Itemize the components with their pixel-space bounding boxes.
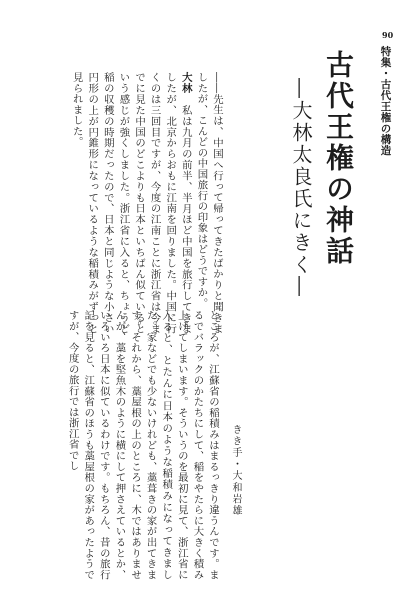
article-subtitle: ―大林太良氏にきく―: [289, 78, 313, 298]
speaker-name: 大林: [179, 72, 192, 94]
body-column-top: [50, 72, 224, 334]
page-number: 90: [382, 30, 394, 40]
interviewer-credit: きき手・大和岩雄: [230, 424, 241, 517]
series-label: 特集・古代王権の構造: [379, 46, 392, 156]
article-title: 古代王権の神話: [322, 50, 355, 267]
speaker-answer: [68, 72, 193, 334]
body-column-bottom: [50, 310, 220, 580]
answer-text: 私は九月の前半、半月ほど中国を旅行してきましたが、北京からおもに江南を回りました。中国に行くのは三回目ですが、今度の江南ことに浙江省は今までに見た中国のどこよりも日本といちばん似ているという感じが強くしました。浙江省に入ると、ちょうど稲の収穫の時期だったので、日本と同じような小さい円形の上が円錐形になっているような稲積みがずっと見られました。: [70, 72, 192, 335]
answer-continued-text: ところが、江蘇省の稲積みはまるっきり違うんです。まるでバラックのかたちにして、稲をやたらに大きく積み上げてしまいます。そういうのを最初に見て、浙江省に入ると、とたんに日本のような稲積みになってきました。家などでも少ないけれども、藁葺きの家が出てきます。それから、藁屋根の上のところに、木ではありませんが、藁を堅魚木のように横にして押さえているとか、いろいろ日本に似ているわけです。もちろん、昔の旅行記を見ると、江蘇省のほうも藁屋根の家があったようですが、今度の旅行では浙江省でし: [66, 310, 219, 580]
interviewer-question: ――先生は、中国へ行って帰ってきたばかりと聞きましたが、こんどの中国旅行の印象はどうですか。: [195, 72, 223, 334]
